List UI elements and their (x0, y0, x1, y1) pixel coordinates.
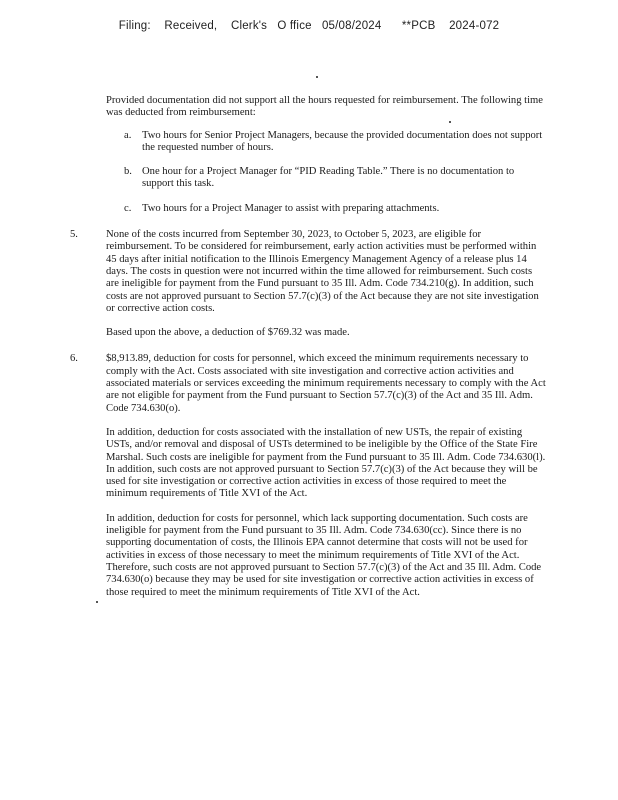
sub-item-text: Two hours for a Project Manager to assist with preparing attachments. (142, 202, 440, 214)
sub-item-text: Two hours for Senior Project Managers, because the provided documentation does not support the requested number of hours. (142, 129, 543, 153)
document-body (70, 95, 546, 599)
scan-speck (316, 76, 318, 78)
item-5 (70, 229, 546, 339)
sub-item-b (124, 166, 546, 191)
item-number: 6. (70, 353, 78, 365)
header-date: 05/08/2024 (321, 20, 382, 32)
sub-item-letter: a. (124, 129, 132, 141)
item-number: 5. (70, 229, 78, 241)
sub-item-letter: c. (124, 202, 132, 214)
sub-item-text: One hour for a Project Manager for “PID Reading Table.” There is no documentation to support this task. (142, 166, 515, 190)
header-office: O ffice (277, 20, 312, 32)
item-body (106, 353, 546, 598)
sub-item-letter: b. (124, 166, 132, 178)
item5-paragraph-1: None of the costs incurred from September 30, 2023, to October 5, 2023, are eligible for reimbursement. To be considered for reimbursement, early action activities must be performed within 45 days after initial notification to the Illinois Emergency Management Agency of a release plus 14 days. The costs in question were not incurred within the time allowed for reimbursement. Such costs are ineligible for payment from the Fund pursuant to 35 Ill. Adm. Code 734.210(g). In addition, such costs are not approved pursuant to Section 57.7(c)(3) of the Act because they are not site investigation or corrective action costs. (106, 229, 539, 314)
header-case-number: 2024-072 (449, 20, 500, 32)
item6-paragraph-2: In addition, deduction for costs associated with the installation of new USTs, the repair of existing USTs, and/or removal and disposal of USTs determined to be ineligible by the Office of the State Fire Marshal. Such costs are ineligible for payment from the Fund pursuant to 35 Ill. Adm. Code 734.630(l). In addition, such costs are not approved pursuant to Section 57.7(c)(3) of the Act because they will be used for site investigation or corrective action activities in excess of those required to meet the minimum requirements of Title XVI of the Act. (106, 426, 546, 500)
header-clerks: Clerk's (230, 20, 268, 32)
item-body (106, 229, 546, 339)
filing-header (0, 20, 618, 32)
item6-paragraph-1: $8,913.89, deduction for costs for personnel, which exceed the minimum requirements necessary to comply with the Act. Costs associated with site investigation and corrective action activities and associated materials or services exceeding the minimum requirements necessary to comply with the Act are not eligible for payment from the Fund pursuant to Section 57.7(c)(3) of the Act and 35 Ill. Adm. Code 734.630(o). (106, 353, 546, 414)
item5-paragraph-2: Based upon the above, a deduction of $769.32 was made. (106, 327, 350, 339)
intro-paragraph: Provided documentation did not support all the hours requested for reimbursement. The following time was deducted from reimbursement: (106, 95, 544, 119)
header-pcb: **PCB (401, 20, 436, 32)
sub-item-c (124, 203, 546, 215)
item6-paragraph-3: In addition, deduction for costs for personnel, which lack supporting documentation. Such costs are ineligible for payment from the Fund pursuant to 35 Ill. Adm. Code 734.630(cc). Since there is no supporting documentation of costs, the Illinois EPA cannot determine that costs will not be used for activities in excess of those necessary to meet the minimum requirements of Title XVI of the Act. Therefore, such costs are not approved pursuant to Section 57.7(c)(3) of the Act and 35 Ill. Adm. Code 734.630(o) because they may be used for site investigation or corrective action activities in excess of those required to meet the minimum requirements of Title XVI of the Act. (106, 512, 542, 598)
item-6 (70, 353, 546, 598)
scan-speck (96, 601, 98, 603)
header-filing: Filing: (118, 20, 151, 32)
sub-item-a (124, 130, 546, 155)
header-received: Received, (164, 20, 218, 32)
